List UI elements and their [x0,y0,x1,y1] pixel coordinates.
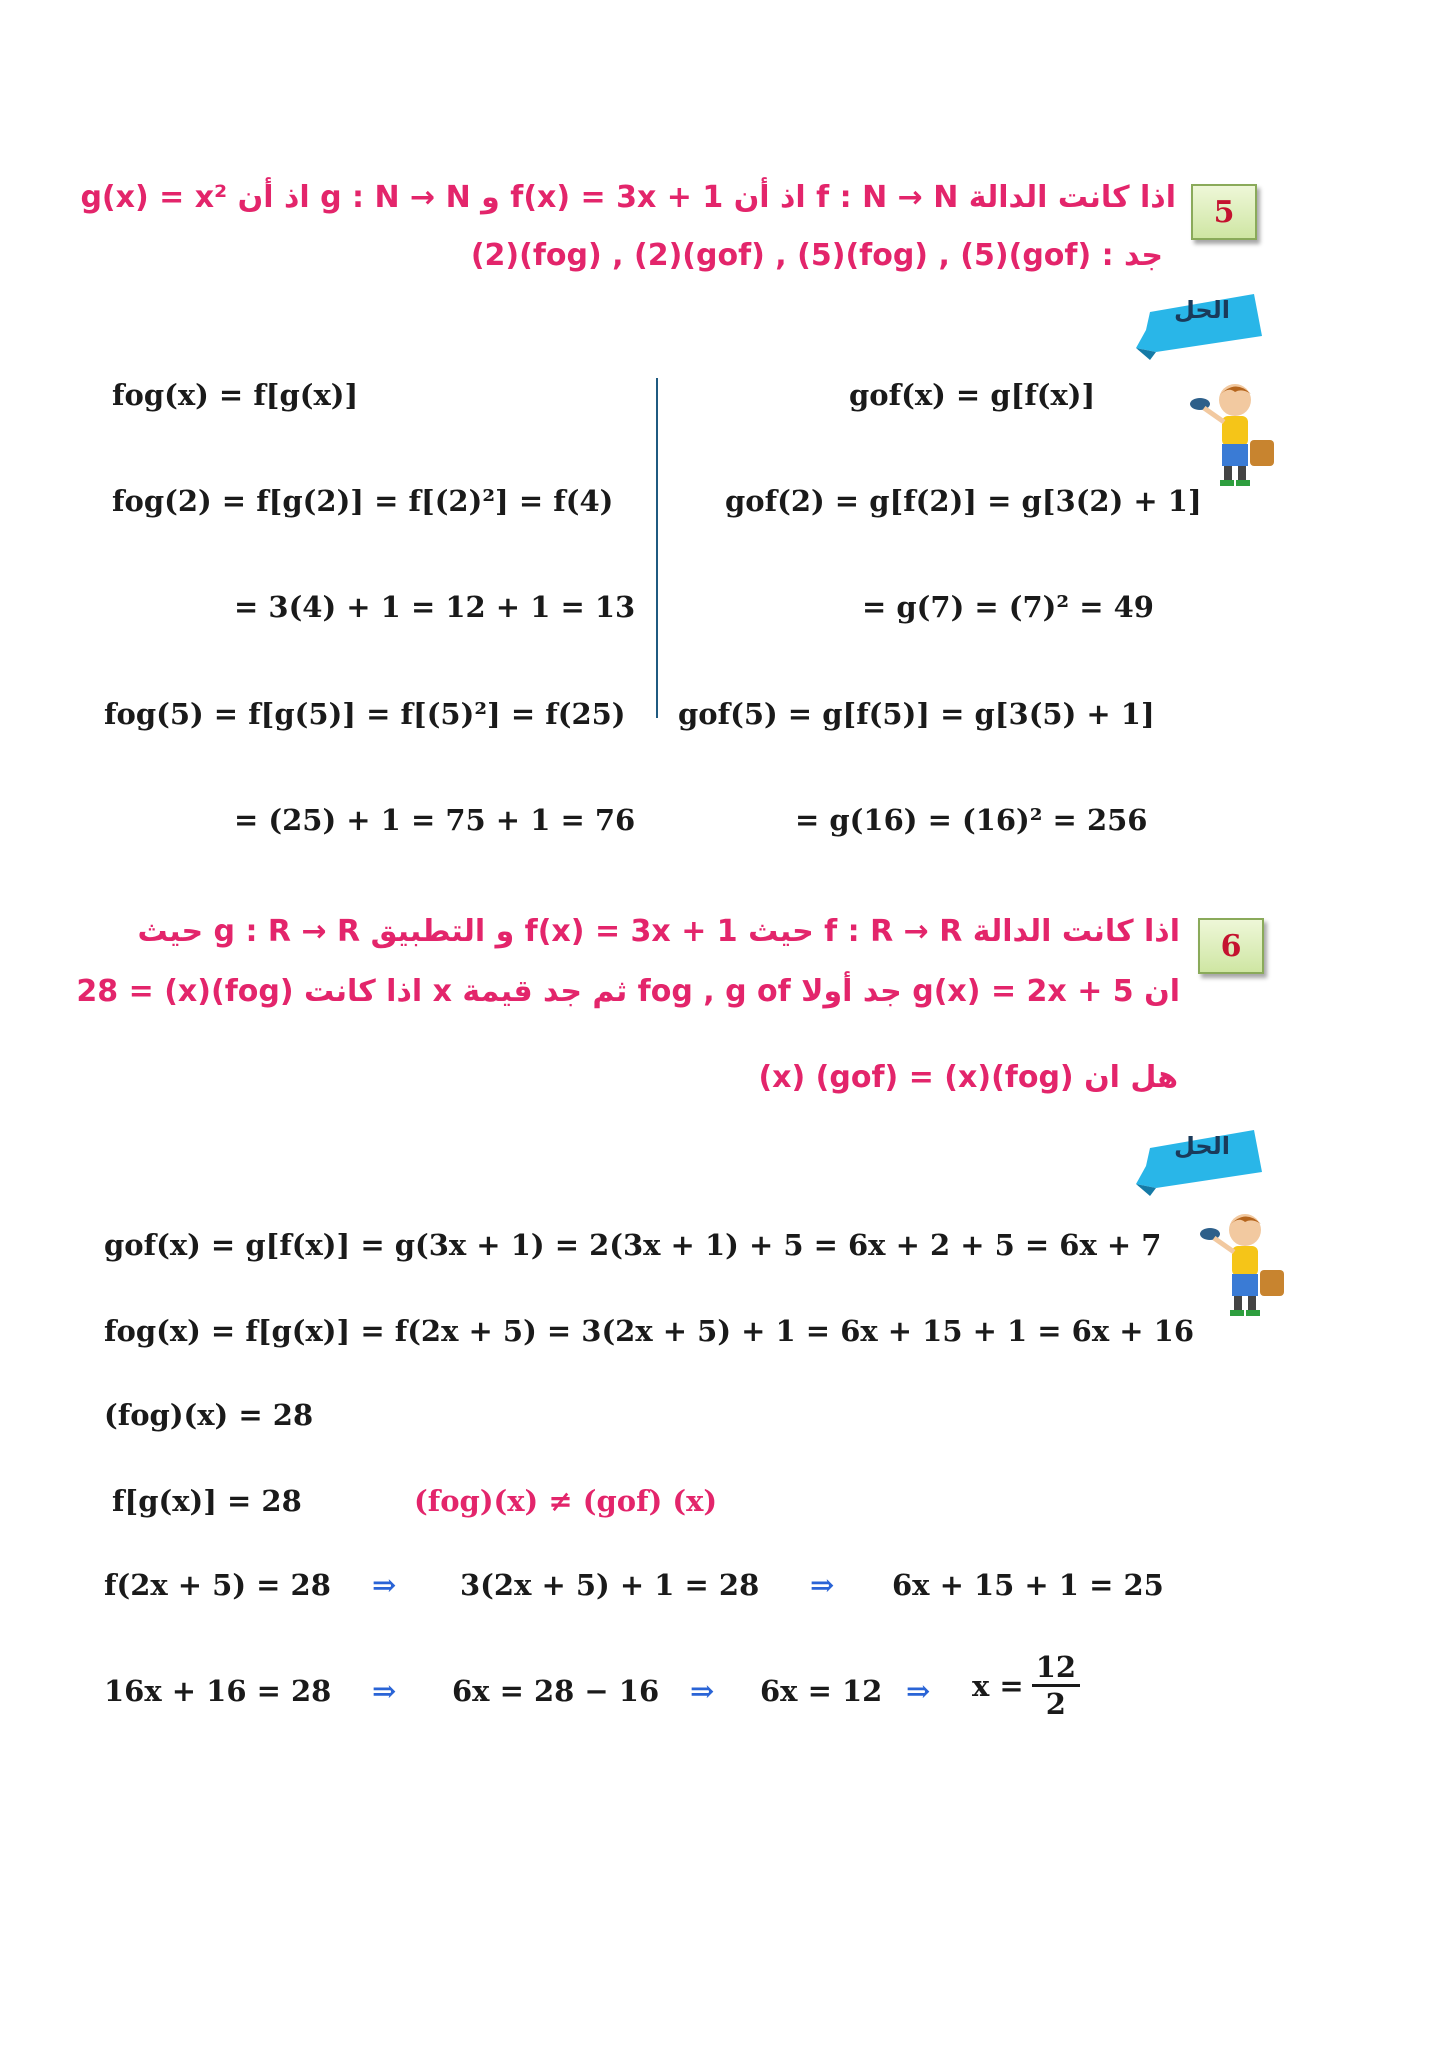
q5-left-line1: fog(x) = f[g(x)] [112,378,359,412]
q6-solution-line5a: f(2x + 5) = 28 [104,1568,331,1602]
q6-solution-line6a: 16x + 16 = 28 [104,1674,332,1708]
solution-label: الحل [1174,296,1230,324]
q6-solution-line2: fog(x) = f[g(x)] = f(2x + 5) = 3(2x + 5) + 1 = 6x + 15 + 1 = 6x + 16 [104,1314,1194,1348]
q6-solution-line5b: 3(2x + 5) + 1 = 28 [460,1568,760,1602]
fraction-denominator: 2 [1045,1687,1066,1721]
fraction-numerator: 12 [1032,1650,1080,1687]
q6-final-fraction [972,1650,1080,1721]
boy-illustration [1190,380,1280,494]
implies-arrow: ⇒ [372,1568,397,1602]
q6-solution-line6b: 6x = 28 − 16 [452,1674,660,1708]
solution-ribbon-6 [1136,1126,1262,1200]
q5-left-line3: = 3(4) + 1 = 12 + 1 = 13 [234,590,636,624]
q5-right-line1: gof(x) = g[f(x)] [849,378,1096,412]
solution-ribbon-5 [1136,290,1262,364]
q6-inequality-note: (fog)(x) ≠ (gof) (x) [414,1484,718,1518]
q6-statement-line2: ان g(x) = 2x + 5 جد أولا fog , g of ثم جد قيمة x اذا كانت (fog)(x) = 28 [76,974,1180,1009]
q5-left-line5: = (25) + 1 = 75 + 1 = 76 [234,803,636,837]
solution-label: الحل [1174,1132,1230,1160]
q5-statement-line2: جد : (gof)(5) , (fog)(5) , (gof)(2) , (fog)(2) [470,238,1163,273]
q5-left-line2: fog(2) = f[g(2)] = f[(2)²] = f(4) [112,484,614,518]
q5-right-line3: = g(7) = (7)² = 49 [862,590,1154,624]
q5-statement-line1: اذا كانت الدالة f : N → N اذ أن f(x) = 3x + 1 و g : N → N اذ أن g(x) = x² [80,180,1176,215]
question-number-6: 6 [1198,918,1264,974]
q6-statement-line1: اذا كانت الدالة f : R → R حيث f(x) = 3x + 1 و التطبيق g : R → R حيث [137,914,1180,949]
boy-icon [1190,380,1280,490]
q6-solution-line3: (fog)(x) = 28 [104,1398,314,1432]
fraction [1032,1650,1080,1721]
boy-illustration [1200,1210,1290,1324]
q5-right-line4: gof(5) = g[f(5)] = g[3(5) + 1] [678,697,1155,731]
q6-solution-line5c: 6x + 15 + 1 = 25 [892,1568,1164,1602]
q5-left-line4: fog(5) = f[g(5)] = f[(5)²] = f(25) [104,697,626,731]
implies-arrow: ⇒ [372,1674,397,1708]
q6-solution-line1: gof(x) = g[f(x)] = g(3x + 1) = 2(3x + 1) + 5 = 6x + 2 + 5 = 6x + 7 [104,1228,1162,1262]
q6-solution-line6c: 6x = 12 [760,1674,883,1708]
implies-arrow: ⇒ [810,1568,835,1602]
q5-right-line2: gof(2) = g[f(2)] = g[3(2) + 1] [725,484,1202,518]
column-divider [656,378,658,718]
implies-arrow: ⇒ [906,1674,931,1708]
q5-right-line5: = g(16) = (16)² = 256 [795,803,1148,837]
fraction-lhs: x = [972,1668,1024,1703]
implies-arrow: ⇒ [690,1674,715,1708]
q6-solution-line4: f[g(x)] = 28 [112,1484,302,1518]
boy-icon [1200,1210,1290,1320]
q6-statement-line3: هل ان (fog)(x) = (gof) (x) [758,1060,1178,1095]
question-number-5: 5 [1191,184,1257,240]
